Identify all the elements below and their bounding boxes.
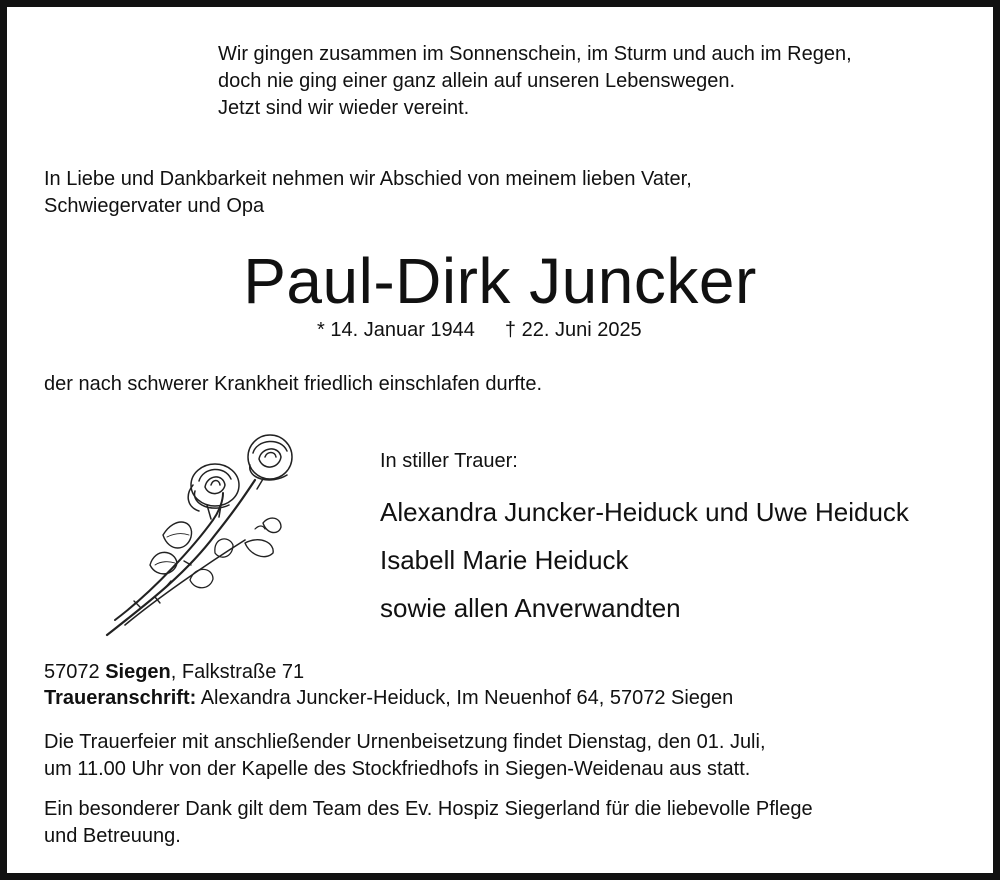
- death-date: † 22. Juni 2025: [504, 319, 642, 341]
- intro-text: [44, 166, 692, 220]
- passed-text: der nach schwerer Krankheit friedlich einschlafen durfte.: [44, 373, 543, 395]
- mourning-address-label: Traueranschrift:: [44, 687, 197, 709]
- service-line: Die Trauerfeier mit anschließender Urnenbeisetzung findet Dienstag, den 01. Juli,: [44, 731, 766, 753]
- poem: [218, 41, 852, 122]
- intro-line: Schwiegervater und Opa: [44, 195, 265, 217]
- poem-line: Wir gingen zusammen im Sonnenschein, im Sturm und auch im Regen,: [218, 43, 852, 65]
- city: Siegen: [105, 661, 171, 683]
- poem-line: doch nie ging einer ganz allein auf unseren Lebenswegen.: [218, 70, 736, 92]
- mourner: Isabell Marie Heiduck: [380, 545, 629, 575]
- address-block: [44, 659, 733, 711]
- deceased-name: Paul-Dirk Juncker: [243, 245, 757, 317]
- life-dates: [317, 317, 642, 343]
- thanks-text: [44, 796, 813, 850]
- mourner: Alexandra Juncker-Heiduck und Uwe Heiduck: [380, 497, 909, 527]
- service-info: [44, 729, 766, 783]
- rose-icon: [95, 425, 295, 645]
- postcode: 57072: [44, 661, 100, 683]
- intro-line: In Liebe und Dankbarkeit nehmen wir Abschied von meinem lieben Vater,: [44, 168, 692, 190]
- service-line: um 11.00 Uhr von der Kapelle des Stockfriedhofs in Siegen-Weidenau aus statt.: [44, 758, 751, 780]
- thanks-line: Ein besonderer Dank gilt dem Team des Ev. Hospiz Siegerland für die liebevolle Pflege: [44, 798, 813, 820]
- mourning-heading: In stiller Trauer:: [380, 450, 518, 472]
- thanks-line: und Betreuung.: [44, 825, 181, 847]
- street: , Falkstraße 71: [170, 661, 305, 683]
- birth-date: * 14. Januar 1944: [317, 319, 475, 341]
- poem-line: Jetzt sind wir wieder vereint.: [218, 97, 470, 119]
- mourner: sowie allen Anverwandten: [380, 593, 681, 623]
- mourning-address: [44, 685, 733, 711]
- home-address: [44, 659, 733, 685]
- mourning-address-text: Alexandra Juncker-Heiduck, Im Neuenhof 64, 57072 Siegen: [196, 687, 734, 709]
- mourner-list: [380, 488, 909, 632]
